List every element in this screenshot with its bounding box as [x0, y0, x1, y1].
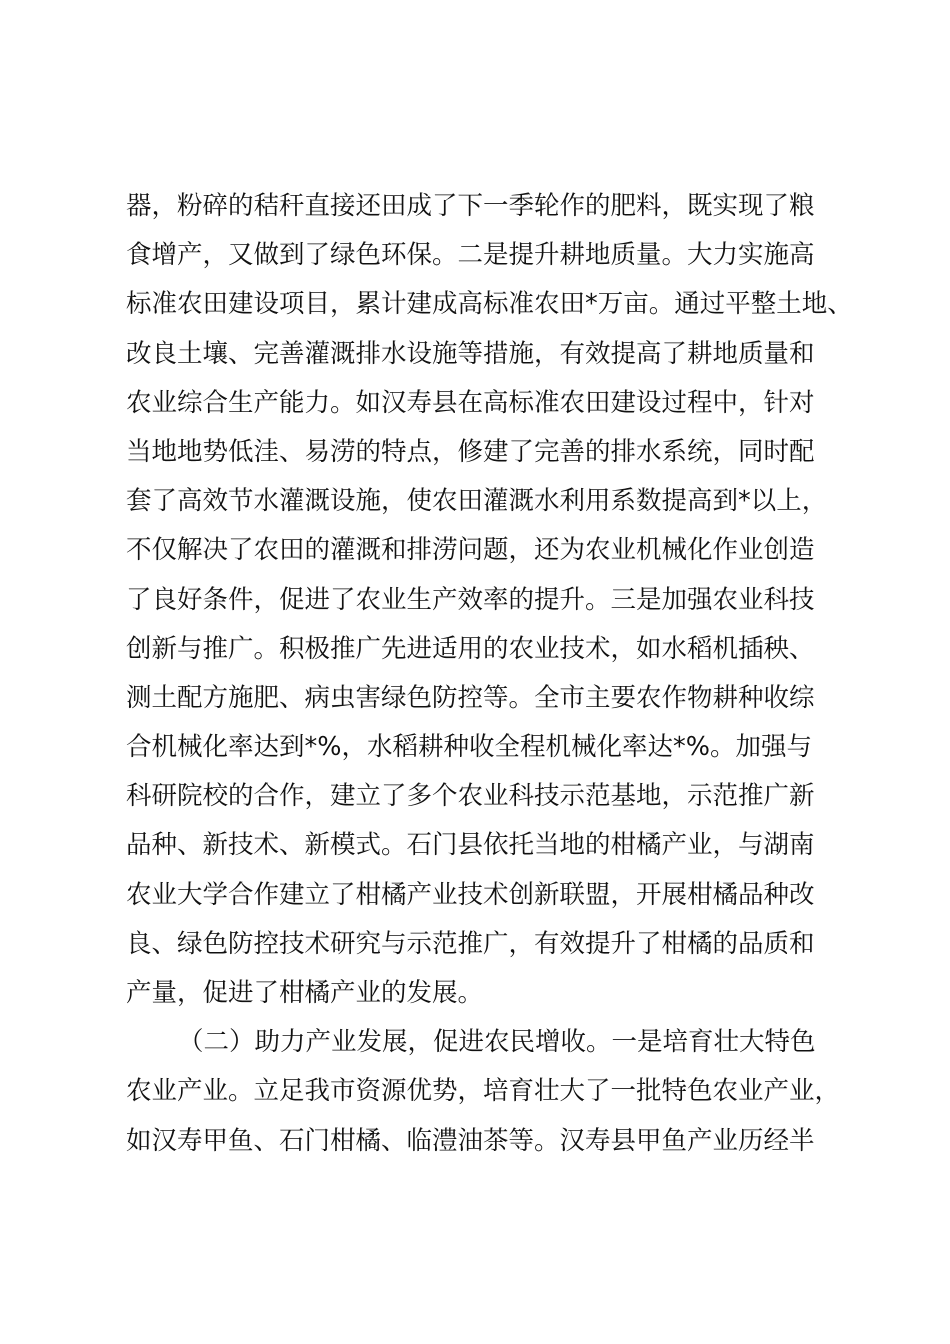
text-line: 良、绿色防控技术研究与示范推广，有效提升了柑橘的品质和 [126, 928, 815, 959]
text-line: 创新与推广。积极推广先进适用的农业技术，如水稻机插秧、 [126, 633, 815, 664]
text-line: 套了高效节水灌溉设施，使农田灌溉水利用系数提高到*以上， [126, 486, 828, 517]
text-line: 品种、新技术、新模式。石门县依托当地的柑橘产业，与湖南 [126, 830, 815, 861]
text-line: 农业综合生产能力。如汉寿县在高标准农田建设过程中，针对 [126, 387, 815, 418]
section-heading-line: （二）助力产业发展，促进农民增收。一是培育壮大特色 [178, 1027, 816, 1058]
text-line: 测土配方施肥、病虫害绿色防控等。全市主要农作物耕种收综 [126, 682, 815, 713]
text-line: 产量，促进了柑橘产业的发展。 [126, 978, 484, 1008]
text-line: 标准农田建设项目，累计建成高标准农田*万亩。通过平整土地、 [126, 289, 853, 320]
text-line: 改良土壤、完善灌溉排水设施等措施，有效提高了耕地质量和 [126, 338, 815, 369]
text-line: 了良好条件，促进了农业生产效率的提升。三是加强农业科技 [126, 584, 815, 615]
text-line: 不仅解决了农田的灌溉和排涝问题，还为农业机械化作业创造 [126, 535, 815, 566]
text-line: 食增产，又做到了绿色环保。二是提升耕地质量。大力实施高 [126, 240, 815, 271]
text-line: 农业产业。立足我市资源优势，培育壮大了一批特色农业产业， [126, 1076, 841, 1107]
text-line: 如汉寿甲鱼、石门柑橘、临澧油茶等。汉寿县甲鱼产业历经半 [126, 1125, 815, 1156]
text-line: 当地地势低洼、易涝的特点，修建了完善的排水系统，同时配 [126, 436, 815, 467]
text-line: 科研院校的合作，建立了多个农业科技示范基地，示范推广新 [126, 781, 815, 812]
text-line: 器，粉碎的秸秆直接还田成了下一季轮作的肥料，既实现了粮 [126, 191, 815, 221]
text-line: 农业大学合作建立了柑橘产业技术创新联盟，开展柑橘品种改 [126, 879, 815, 910]
body-text [126, 182, 853, 1166]
text-line: 合机械化率达到*%，水稻耕种收全程机械化率达*%。加强与 [126, 732, 812, 763]
